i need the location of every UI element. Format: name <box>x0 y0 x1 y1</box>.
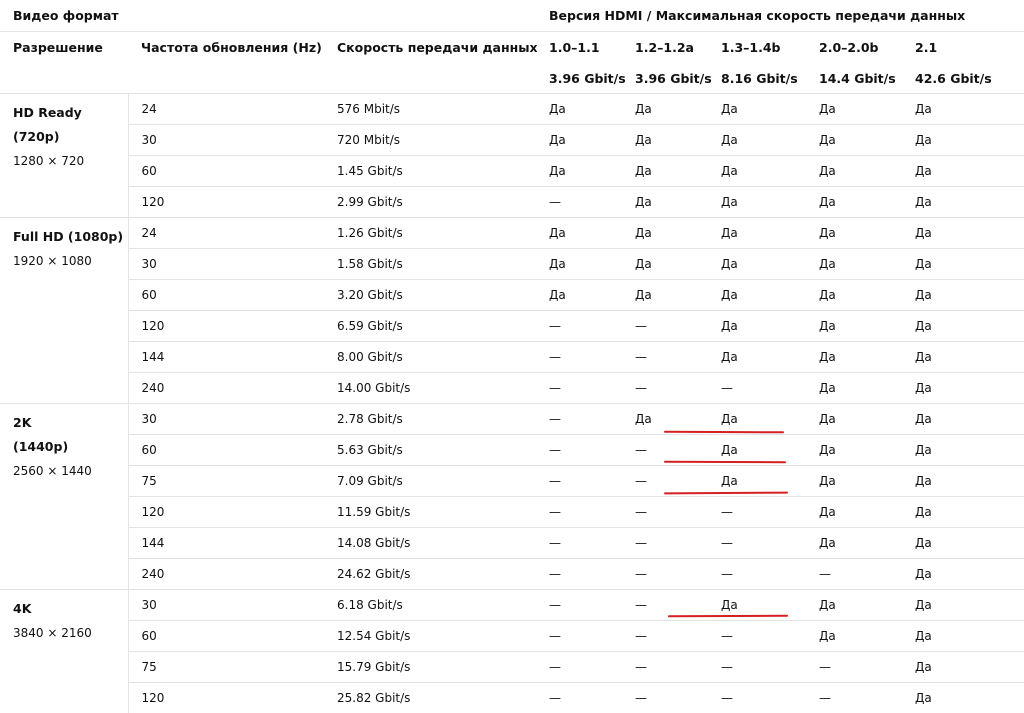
support-cell: — <box>708 373 806 404</box>
support-cell: Да <box>806 373 902 404</box>
support-cell: Да <box>536 125 622 156</box>
support-cell: Да <box>622 249 708 280</box>
support-cell: Да <box>902 125 1024 156</box>
max-rate-heading: 8.16 Gbit/s <box>708 63 806 94</box>
resolution-name: 2K <box>13 411 128 435</box>
support-cell: Да <box>806 156 902 187</box>
support-cell: Да <box>622 187 708 218</box>
resolution-dimensions: 1280 × 720 <box>13 149 128 173</box>
support-cell: Да <box>902 280 1024 311</box>
refresh-rate-cell: 30 <box>128 404 324 435</box>
support-cell: Да <box>708 435 806 466</box>
support-cell: Да <box>622 218 708 249</box>
support-cell: — <box>708 621 806 652</box>
max-rate-heading: 3.96 Gbit/s <box>622 63 708 94</box>
data-rate-heading: Скорость передачи данных <box>324 32 536 64</box>
support-cell: — <box>622 342 708 373</box>
support-cell: Да <box>536 249 622 280</box>
support-cell: Да <box>536 94 622 125</box>
support-cell: Да <box>902 435 1024 466</box>
table-body <box>0 94 1024 713</box>
support-cell: — <box>536 404 622 435</box>
data-rate-cell: 1.45 Gbit/s <box>324 156 536 187</box>
table-row <box>0 497 1024 528</box>
support-cell: Да <box>708 125 806 156</box>
support-cell: Да <box>902 683 1024 713</box>
support-cell: Да <box>708 187 806 218</box>
data-rate-cell: 1.26 Gbit/s <box>324 218 536 249</box>
support-cell: Да <box>806 621 902 652</box>
support-cell: Да <box>902 249 1024 280</box>
refresh-rate-cell: 120 <box>128 187 324 218</box>
data-rate-cell: 11.59 Gbit/s <box>324 497 536 528</box>
support-cell: — <box>622 497 708 528</box>
support-cell: Да <box>806 94 902 125</box>
resolution-name: 4K <box>13 597 128 621</box>
data-rate-cell: 14.00 Gbit/s <box>324 373 536 404</box>
support-cell: Да <box>806 218 902 249</box>
data-rate-cell: 1.58 Gbit/s <box>324 249 536 280</box>
data-rate-cell: 2.78 Gbit/s <box>324 404 536 435</box>
header-row-top <box>0 0 1024 32</box>
table-row <box>0 435 1024 466</box>
table-row <box>0 125 1024 156</box>
refresh-rate-cell: 120 <box>128 497 324 528</box>
support-cell: Да <box>902 590 1024 621</box>
data-rate-cell: 6.59 Gbit/s <box>324 311 536 342</box>
resolution-heading: Разрешение <box>0 32 128 64</box>
support-cell: — <box>536 559 622 590</box>
support-cell: Да <box>902 404 1024 435</box>
resolution-name: (1440p) <box>13 435 128 459</box>
support-cell: — <box>708 559 806 590</box>
refresh-rate-cell: 120 <box>128 683 324 713</box>
data-rate-cell: 14.08 Gbit/s <box>324 528 536 559</box>
support-cell: — <box>622 435 708 466</box>
support-cell: — <box>708 652 806 683</box>
table-row <box>0 590 1024 621</box>
support-cell: — <box>536 466 622 497</box>
support-cell: Да <box>902 652 1024 683</box>
resolution-dimensions: 3840 × 2160 <box>13 621 128 645</box>
table-row <box>0 528 1024 559</box>
video-format-heading: Видео формат <box>0 0 536 32</box>
refresh-rate-cell: 240 <box>128 559 324 590</box>
support-cell: Да <box>806 528 902 559</box>
refresh-rate-cell: 120 <box>128 311 324 342</box>
refresh-rate-cell: 30 <box>128 125 324 156</box>
data-rate-cell: 576 Mbit/s <box>324 94 536 125</box>
support-cell: Да <box>622 94 708 125</box>
version-heading: 1.3–1.4b <box>708 32 806 64</box>
support-cell: Да <box>622 156 708 187</box>
support-cell: — <box>622 590 708 621</box>
support-cell: Да <box>806 404 902 435</box>
refresh-rate-cell: 30 <box>128 590 324 621</box>
table-row <box>0 280 1024 311</box>
support-cell: — <box>536 311 622 342</box>
table-row <box>0 621 1024 652</box>
support-cell: Да <box>806 187 902 218</box>
hdmi-version-caption: Версия HDMI / Максимальная скорость передачи данных <box>536 0 1024 32</box>
support-cell: Да <box>806 466 902 497</box>
support-cell: Да <box>902 342 1024 373</box>
support-cell: — <box>536 187 622 218</box>
support-cell: Да <box>708 218 806 249</box>
resolution-group-cell <box>0 94 128 218</box>
data-rate-cell: 12.54 Gbit/s <box>324 621 536 652</box>
header-row-columns <box>0 32 1024 64</box>
support-cell: Да <box>708 466 806 497</box>
support-cell: Да <box>806 249 902 280</box>
resolution-group-cell <box>0 590 128 713</box>
support-cell: Да <box>902 559 1024 590</box>
data-rate-cell: 8.00 Gbit/s <box>324 342 536 373</box>
table-row <box>0 404 1024 435</box>
support-cell: Да <box>806 280 902 311</box>
refresh-rate-cell: 144 <box>128 528 324 559</box>
data-rate-cell: 3.20 Gbit/s <box>324 280 536 311</box>
refresh-rate-heading: Частота обновления (Hz) <box>128 32 324 64</box>
support-cell: Да <box>708 156 806 187</box>
support-cell: Да <box>708 280 806 311</box>
data-rate-cell: 5.63 Gbit/s <box>324 435 536 466</box>
max-rate-heading: 3.96 Gbit/s <box>536 63 622 94</box>
table-row <box>0 559 1024 590</box>
table-row <box>0 311 1024 342</box>
table-row <box>0 373 1024 404</box>
support-cell: — <box>536 652 622 683</box>
support-cell: Да <box>902 311 1024 342</box>
resolution-dimensions: 2560 × 1440 <box>13 459 128 483</box>
support-cell: Да <box>902 94 1024 125</box>
refresh-rate-cell: 30 <box>128 249 324 280</box>
support-cell: — <box>708 683 806 713</box>
refresh-rate-cell: 60 <box>128 621 324 652</box>
support-cell: — <box>622 621 708 652</box>
resolution-dimensions: 1920 × 1080 <box>13 249 128 273</box>
table-row <box>0 94 1024 125</box>
support-cell: Да <box>536 156 622 187</box>
support-cell: — <box>622 373 708 404</box>
support-cell: — <box>708 528 806 559</box>
refresh-rate-cell: 240 <box>128 373 324 404</box>
support-cell: — <box>622 311 708 342</box>
table-row <box>0 466 1024 497</box>
resolution-name: Full HD (1080p) <box>13 225 128 249</box>
support-cell: Да <box>902 466 1024 497</box>
data-rate-cell: 2.99 Gbit/s <box>324 187 536 218</box>
support-cell: — <box>536 342 622 373</box>
support-cell: Да <box>536 218 622 249</box>
data-rate-cell: 7.09 Gbit/s <box>324 466 536 497</box>
support-cell: — <box>622 559 708 590</box>
support-cell: — <box>806 559 902 590</box>
data-rate-cell: 15.79 Gbit/s <box>324 652 536 683</box>
refresh-rate-cell: 60 <box>128 280 324 311</box>
table-row <box>0 156 1024 187</box>
data-rate-cell: 24.62 Gbit/s <box>324 559 536 590</box>
header-row-max-rates <box>0 63 1024 94</box>
support-cell: Да <box>806 435 902 466</box>
support-cell: Да <box>902 497 1024 528</box>
support-cell: Да <box>708 94 806 125</box>
support-cell: — <box>536 497 622 528</box>
support-cell: Да <box>622 404 708 435</box>
support-cell: Да <box>708 590 806 621</box>
data-rate-cell: 720 Mbit/s <box>324 125 536 156</box>
support-cell: — <box>622 652 708 683</box>
version-heading: 2.1 <box>902 32 1024 64</box>
data-rate-cell: 6.18 Gbit/s <box>324 590 536 621</box>
red-underline-mark <box>664 461 786 463</box>
resolution-group-cell <box>0 404 128 590</box>
support-cell: — <box>622 528 708 559</box>
table-row <box>0 187 1024 218</box>
support-cell: Да <box>708 342 806 373</box>
support-cell: — <box>622 466 708 497</box>
resolution-group-cell <box>0 218 128 404</box>
refresh-rate-cell: 24 <box>128 218 324 249</box>
support-cell: Да <box>708 404 806 435</box>
table-row <box>0 249 1024 280</box>
support-cell: Да <box>902 621 1024 652</box>
refresh-rate-cell: 75 <box>128 652 324 683</box>
support-cell: Да <box>536 280 622 311</box>
support-cell: — <box>536 528 622 559</box>
support-cell: — <box>536 590 622 621</box>
support-cell: Да <box>622 280 708 311</box>
support-cell: Да <box>902 528 1024 559</box>
support-cell: Да <box>902 218 1024 249</box>
support-cell: Да <box>806 590 902 621</box>
support-cell: Да <box>806 125 902 156</box>
support-cell: — <box>536 373 622 404</box>
version-heading: 1.2–1.2a <box>622 32 708 64</box>
version-heading: 1.0–1.1 <box>536 32 622 64</box>
refresh-rate-cell: 144 <box>128 342 324 373</box>
support-cell: — <box>708 497 806 528</box>
refresh-rate-cell: 24 <box>128 94 324 125</box>
support-cell: Да <box>902 156 1024 187</box>
max-rate-heading: 42.6 Gbit/s <box>902 63 1024 94</box>
support-cell: Да <box>806 497 902 528</box>
support-cell: Да <box>622 125 708 156</box>
support-cell: Да <box>708 311 806 342</box>
refresh-rate-cell: 75 <box>128 466 324 497</box>
table-row <box>0 342 1024 373</box>
support-cell: Да <box>902 187 1024 218</box>
table-row <box>0 218 1024 249</box>
table-row <box>0 683 1024 713</box>
support-cell: Да <box>902 373 1024 404</box>
resolution-name: (720p) <box>13 125 128 149</box>
version-heading: 2.0–2.0b <box>806 32 902 64</box>
data-rate-cell: 25.82 Gbit/s <box>324 683 536 713</box>
support-cell: — <box>536 435 622 466</box>
support-cell: Да <box>806 311 902 342</box>
support-cell: — <box>536 683 622 713</box>
table-row <box>0 652 1024 683</box>
max-rate-heading: 14.4 Gbit/s <box>806 63 902 94</box>
support-cell: — <box>806 652 902 683</box>
support-cell: — <box>622 683 708 713</box>
support-cell: — <box>536 621 622 652</box>
support-cell: — <box>806 683 902 713</box>
resolution-name: HD Ready <box>13 101 128 125</box>
support-cell: Да <box>708 249 806 280</box>
refresh-rate-cell: 60 <box>128 435 324 466</box>
support-cell: Да <box>806 342 902 373</box>
refresh-rate-cell: 60 <box>128 156 324 187</box>
